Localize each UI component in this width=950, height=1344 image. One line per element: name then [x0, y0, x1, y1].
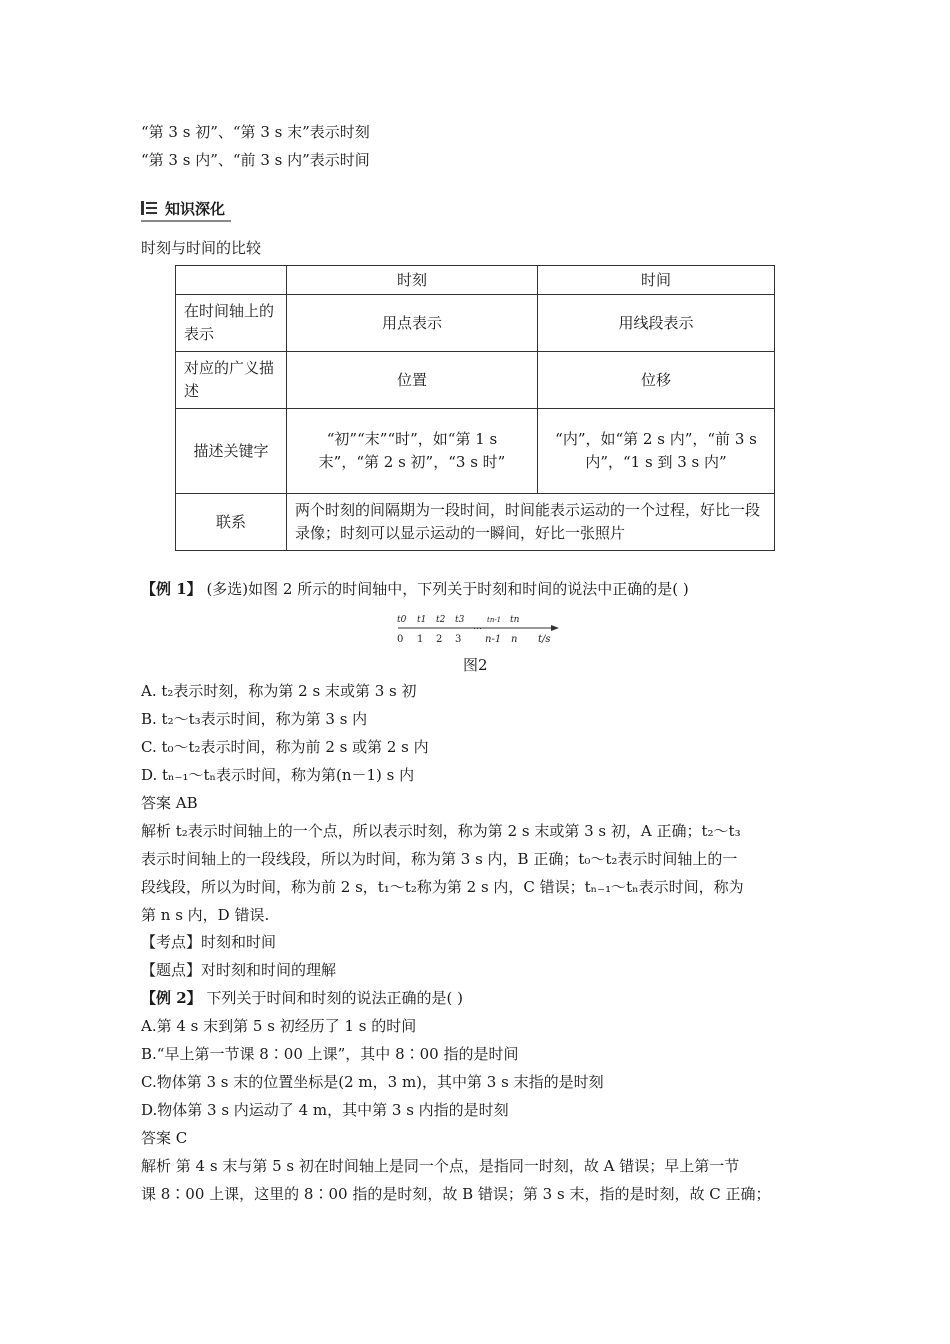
example1-analysis-line: 第 n s 内，D 错误. [141, 906, 270, 924]
header-empty-cell [176, 266, 287, 295]
example1-kaodian: 【考点】时刻和时间 [141, 933, 277, 951]
table-header-row [176, 266, 775, 295]
row-label: 描述关键字 [176, 409, 287, 494]
table-row [176, 295, 775, 352]
axis-tick-3: 3 [455, 634, 462, 645]
example1-analysis-line: 解析 t₂表示时间轴上的一个点，所以表示时刻，称为第 2 s 末或第 3 s 初，A 正确；t₂～t₃ [141, 822, 741, 840]
example1-analysis-line: 表示时间轴上的一段线段，所以为时间，称为第 3 s 内，B 正确；t₀～t₂表示时间轴上的一 [141, 850, 738, 868]
axis-unit: t/s [538, 634, 551, 645]
row-label: 在时间轴上的表示 [176, 295, 287, 352]
section-title: 知识深化 [165, 199, 226, 218]
table-row [176, 409, 775, 494]
example1-option-a: A. t₂表示时刻，称为第 2 s 末或第 3 s 初 [141, 682, 417, 700]
row-interval: 位移 [538, 352, 775, 409]
example1-answer: 答案 AB [141, 794, 198, 812]
table-row [176, 494, 775, 551]
axis-label-tn: tn [510, 615, 520, 625]
example1-tidian: 【题点】对时刻和时间的理解 [141, 961, 337, 979]
axis-ellipsis: … [473, 622, 482, 632]
example2-tag: 【例 2】 [141, 989, 202, 1007]
example2-option-c: C.物体第 3 s 末的位置坐标是(2 m，3 m)，其中第 3 s 末指的是时刻 [141, 1073, 604, 1091]
axis-tick-n-1: n-1 [485, 634, 502, 645]
table-caption: 时刻与时间的比较 [141, 239, 262, 257]
intro-line-1: “第 3 s 初”、“第 3 s 末”表示时刻 [141, 123, 370, 141]
header-interval: 时间 [538, 266, 775, 295]
section-list-icon [141, 201, 157, 215]
intro-line-2: “第 3 s 内”、“前 3 s 内”表示时间 [141, 151, 370, 169]
example2-analysis-line: 课 8∶00 上课，这里的 8∶00 指的是时刻，故 B 错误；第 3 s 末，指的是时刻，故 C 正确； [141, 1185, 771, 1203]
table-row [176, 352, 775, 409]
example1-option-d: D. tₙ₋₁～tₙ表示时间，称为第(n－1) s 内 [141, 766, 415, 784]
example1-analysis-line: 段线段，所以为时间，称为前 2 s，t₁～t₂称为第 2 s 内，C 错误；tₙ₋₁～tₙ表示时间，称为 [141, 878, 744, 896]
figure-caption: 图2 [463, 656, 488, 674]
row-merged: 两个时刻的间隔期为一段时间，时间能表示运动的一个过程，好比一段录像；时刻可以显示运动的一瞬间，好比一张照片 [287, 494, 775, 551]
axis-label-t1: t1 [417, 615, 427, 625]
example2-question: 下列关于时间和时刻的说法正确的是( ) [206, 989, 463, 1007]
example1-option-b: B. t₂～t₃表示时间，称为第 3 s 内 [141, 710, 368, 728]
row-label: 联系 [176, 494, 287, 551]
row-interval: “内”，如“第 2 s 内”，“前 3 s 内”，“1 s 到 3 s 内” [538, 409, 775, 494]
example2-analysis-line: 解析 第 4 s 末与第 5 s 初在时间轴上是同一个点，是指同一时刻，故 A 错误；早上第一节 [141, 1157, 740, 1175]
example1-tag: 【例 1】 [141, 580, 202, 598]
axis-tick-1: 1 [417, 634, 424, 645]
example2-option-d: D.物体第 3 s 内运动了 4 m，其中第 3 s 内指的是时刻 [141, 1101, 509, 1119]
row-moment: 用点表示 [287, 295, 538, 352]
header-moment: 时刻 [287, 266, 538, 295]
timeline-figure [393, 610, 563, 646]
section-header [141, 196, 225, 220]
axis-tick-2: 2 [436, 634, 443, 645]
axis-label-t3: t3 [455, 615, 465, 625]
row-moment: “初”“末”“时”，如“第 1 s 末”，“第 2 s 初”，“3 s 时” [287, 409, 538, 494]
example1-question: (多选)如图 2 所示的时间轴中，下列关于时刻和时间的说法中正确的是( ) [206, 580, 689, 598]
example2-question-line [141, 987, 463, 1009]
timeline-arrow-icon [551, 625, 559, 631]
axis-label-t0: t0 [397, 615, 407, 625]
example1-option-c: C. t₀～t₂表示时间，称为前 2 s 或第 2 s 内 [141, 738, 429, 756]
example2-option-b: B.“早上第一节课 8∶00 上课”，其中 8∶00 指的是时间 [141, 1045, 519, 1063]
section-underline [141, 220, 231, 222]
row-interval: 用线段表示 [538, 295, 775, 352]
comparison-table [175, 265, 775, 551]
example2-answer: 答案 C [141, 1129, 188, 1147]
row-moment: 位置 [287, 352, 538, 409]
example2-option-a: A.第 4 s 末到第 5 s 初经历了 1 s 的时间 [141, 1017, 417, 1035]
row-label: 对应的广义描述 [176, 352, 287, 409]
example1-question-line [141, 578, 689, 600]
axis-label-t2: t2 [436, 615, 446, 625]
axis-label-tn-1: tn-1 [487, 616, 502, 624]
axis-tick-0: 0 [397, 634, 404, 645]
axis-tick-n: n [511, 634, 518, 645]
